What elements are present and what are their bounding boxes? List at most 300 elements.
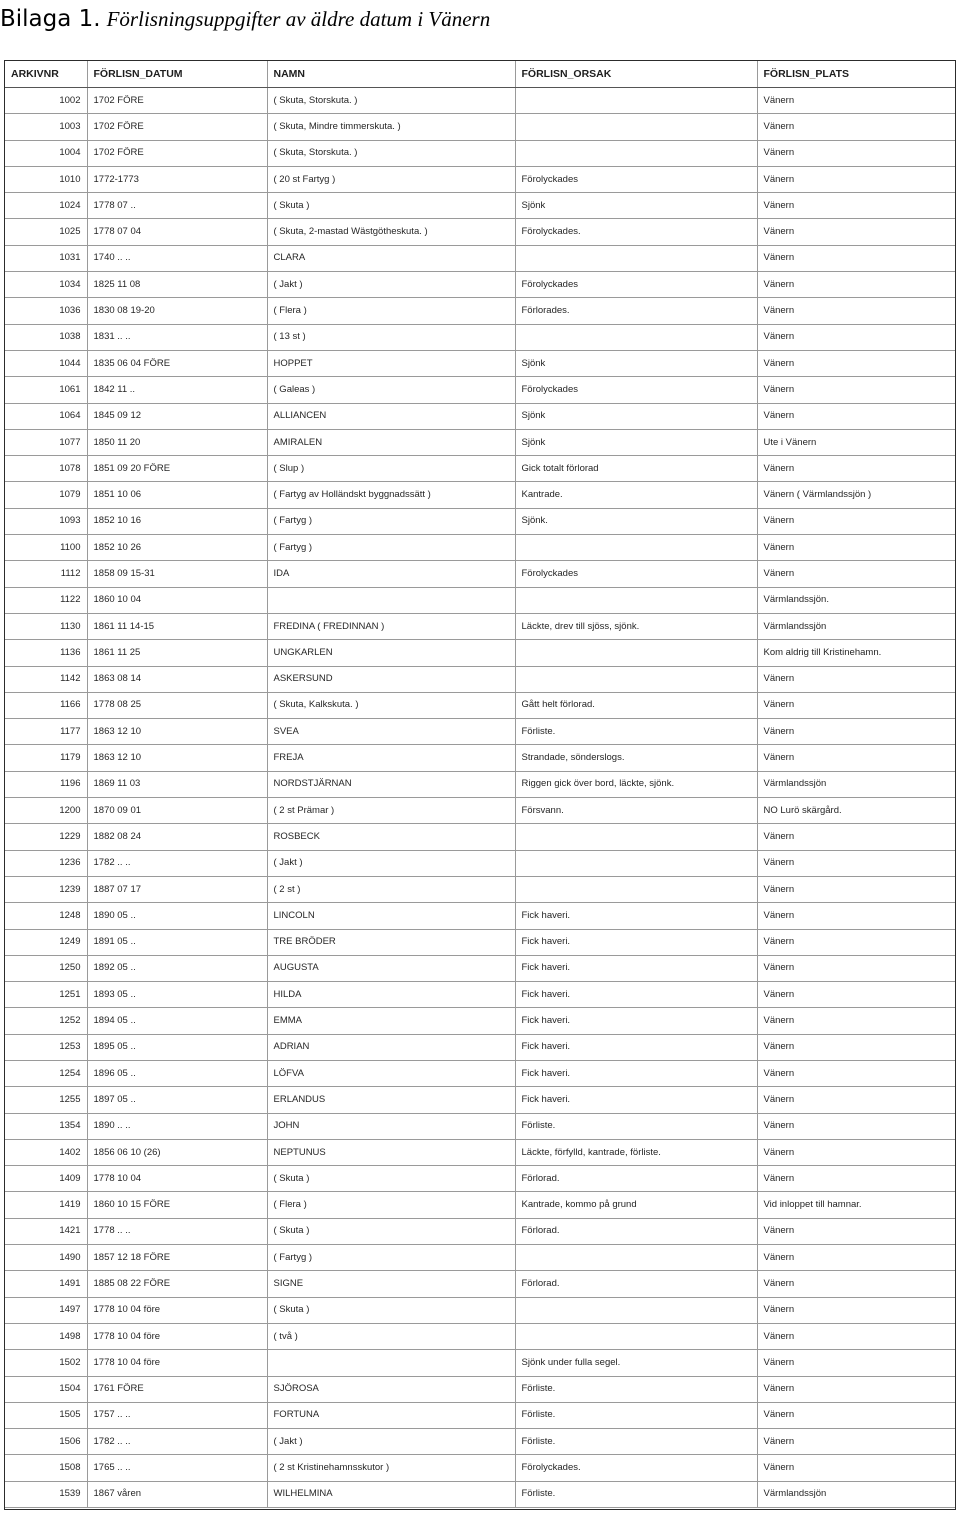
shipwreck-table [5,61,956,1508]
cell-forlisn-orsak: Sjönk. [515,508,757,534]
cell-namn: AUGUSTA [267,955,515,981]
cell-arkivnr: 1179 [5,745,87,771]
cell-namn: LINCOLN [267,903,515,929]
cell-arkivnr: 1078 [5,456,87,482]
cell-forlisn-datum: 1882 08 24 [87,824,267,850]
table-header [5,61,956,88]
table-row [5,771,956,797]
cell-forlisn-plats: Kom aldrig till Kristinehamn. [757,640,956,666]
cell-forlisn-orsak [515,824,757,850]
cell-forlisn-orsak: Förolyckades [515,377,757,403]
cell-namn: ( 13 st ) [267,324,515,350]
cell-namn: LÖFVA [267,1060,515,1086]
table-row [5,692,956,718]
cell-forlisn-datum: 1765 .. .. [87,1455,267,1481]
cell-namn: ( Fartyg ) [267,1245,515,1271]
cell-forlisn-orsak: Förliste. [515,1429,757,1455]
cell-namn: SJÖROSA [267,1376,515,1402]
cell-arkivnr: 1130 [5,613,87,639]
cell-forlisn-orsak: Fick haveri. [515,955,757,981]
cell-forlisn-orsak: Fick haveri. [515,1034,757,1060]
cell-forlisn-datum: 1782 .. .. [87,1429,267,1455]
cell-forlisn-plats: Värmlandssjön [757,613,956,639]
cell-namn: ( 2 st Prämar ) [267,798,515,824]
cell-forlisn-orsak [515,1323,757,1349]
table-row [5,876,956,902]
cell-forlisn-datum: 1896 05 .. [87,1060,267,1086]
cell-arkivnr: 1079 [5,482,87,508]
cell-arkivnr: 1498 [5,1323,87,1349]
cell-forlisn-datum: 1778 07 04 [87,219,267,245]
cell-forlisn-datum: 1845 09 12 [87,403,267,429]
table-row [5,1008,956,1034]
cell-arkivnr: 1254 [5,1060,87,1086]
cell-namn: ( Skuta, 2-mastad Wästgötheskuta. ) [267,219,515,245]
cell-forlisn-plats: Vänern [757,955,956,981]
table-row [5,272,956,298]
cell-forlisn-plats: Vänern [757,1008,956,1034]
cell-forlisn-datum: 1863 12 10 [87,719,267,745]
cell-namn: ( Skuta, Mindre timmerskuta. ) [267,114,515,140]
cell-forlisn-datum: 1851 09 20 FÖRE [87,456,267,482]
cell-forlisn-datum: 1778 10 04 före [87,1350,267,1376]
table-body [5,88,956,1508]
cell-forlisn-plats: Vänern [757,166,956,192]
column-header-forlisn-datum: FÖRLISN_DATUM [87,61,267,88]
cell-forlisn-orsak [515,640,757,666]
cell-forlisn-orsak: Förolyckades [515,561,757,587]
cell-forlisn-orsak: Förliste. [515,1481,757,1507]
cell-namn: JOHN [267,1113,515,1139]
cell-arkivnr: 1196 [5,771,87,797]
cell-namn: NORDSTJÄRNAN [267,771,515,797]
cell-forlisn-plats: Vänern [757,377,956,403]
cell-arkivnr: 1504 [5,1376,87,1402]
cell-forlisn-plats: Vänern [757,324,956,350]
table-row [5,377,956,403]
cell-forlisn-orsak: Förlorad. [515,1271,757,1297]
cell-forlisn-orsak: Förolyckades [515,166,757,192]
cell-forlisn-plats: NO Lurö skärgård. [757,798,956,824]
cell-forlisn-datum: 1761 FÖRE [87,1376,267,1402]
table-row [5,1271,956,1297]
cell-forlisn-datum: 1778 07 .. [87,193,267,219]
table-row [5,1376,956,1402]
cell-namn: EMMA [267,1008,515,1034]
cell-arkivnr: 1253 [5,1034,87,1060]
table-row [5,429,956,455]
table-row [5,903,956,929]
cell-forlisn-plats: Värmlandssjön [757,771,956,797]
cell-forlisn-orsak [515,587,757,613]
cell-forlisn-datum: 1778 08 25 [87,692,267,718]
cell-forlisn-plats: Vänern ( Värmlandssjön ) [757,482,956,508]
cell-forlisn-datum: 1860 10 04 [87,587,267,613]
cell-forlisn-plats: Vänern [757,745,956,771]
cell-forlisn-orsak: Sjönk under fulla segel. [515,1350,757,1376]
cell-forlisn-plats: Vänern [757,692,956,718]
cell-forlisn-datum: 1772-1773 [87,166,267,192]
cell-namn: AMIRALEN [267,429,515,455]
table-row [5,535,956,561]
table-row [5,1087,956,1113]
cell-arkivnr: 1505 [5,1402,87,1428]
table-row [5,1350,956,1376]
cell-forlisn-plats: Vänern [757,350,956,376]
cell-namn: ( Fartyg av Holländskt byggnadssätt ) [267,482,515,508]
cell-arkivnr: 1419 [5,1192,87,1218]
cell-namn: ( Fartyg ) [267,508,515,534]
cell-forlisn-orsak: Fick haveri. [515,1008,757,1034]
table-row [5,955,956,981]
cell-forlisn-plats: Vänern [757,876,956,902]
cell-arkivnr: 1031 [5,245,87,271]
table-row [5,508,956,534]
cell-forlisn-datum: 1857 12 18 FÖRE [87,1245,267,1271]
table-row [5,1481,956,1507]
cell-namn: ( Skuta ) [267,1218,515,1244]
cell-forlisn-plats: Vänern [757,903,956,929]
cell-forlisn-plats: Vänern [757,535,956,561]
cell-arkivnr: 1255 [5,1087,87,1113]
cell-forlisn-orsak: Sjönk [515,350,757,376]
cell-arkivnr: 1229 [5,824,87,850]
cell-namn: ASKERSUND [267,666,515,692]
cell-forlisn-datum: 1863 12 10 [87,745,267,771]
table-row [5,1297,956,1323]
table-row [5,640,956,666]
cell-arkivnr: 1248 [5,903,87,929]
cell-forlisn-orsak: Fick haveri. [515,1087,757,1113]
cell-forlisn-orsak [515,88,757,114]
cell-forlisn-plats: Vänern [757,1402,956,1428]
cell-arkivnr: 1490 [5,1245,87,1271]
cell-arkivnr: 1038 [5,324,87,350]
page-heading [0,2,490,36]
cell-namn: ( två ) [267,1323,515,1349]
cell-forlisn-datum: 1778 10 04 [87,1166,267,1192]
cell-forlisn-orsak: Förlorades. [515,298,757,324]
cell-forlisn-datum: 1895 05 .. [87,1034,267,1060]
cell-namn: ( Skuta, Storskuta. ) [267,140,515,166]
cell-forlisn-orsak: Fick haveri. [515,929,757,955]
cell-arkivnr: 1044 [5,350,87,376]
cell-forlisn-plats: Vänern [757,1376,956,1402]
table-row [5,719,956,745]
table-row [5,1034,956,1060]
cell-forlisn-plats: Vänern [757,219,956,245]
cell-forlisn-datum: 1831 .. .. [87,324,267,350]
cell-forlisn-plats: Vänern [757,1113,956,1139]
cell-forlisn-plats: Ute i Vänern [757,429,956,455]
table-row [5,824,956,850]
cell-namn: HOPPET [267,350,515,376]
cell-forlisn-orsak [515,666,757,692]
cell-forlisn-datum: 1885 08 22 FÖRE [87,1271,267,1297]
cell-arkivnr: 1239 [5,876,87,902]
table-row [5,850,956,876]
cell-namn: SIGNE [267,1271,515,1297]
cell-forlisn-plats: Vänern [757,1455,956,1481]
cell-namn: ( Jakt ) [267,1429,515,1455]
table-row [5,613,956,639]
cell-arkivnr: 1421 [5,1218,87,1244]
cell-namn: ERLANDUS [267,1087,515,1113]
cell-arkivnr: 1502 [5,1350,87,1376]
cell-namn: SVEA [267,719,515,745]
cell-namn: ( Skuta, Kalkskuta. ) [267,692,515,718]
cell-forlisn-datum: 1842 11 .. [87,377,267,403]
cell-namn: TRE BRÖDER [267,929,515,955]
table-row [5,982,956,1008]
cell-forlisn-datum: 1702 FÖRE [87,140,267,166]
cell-forlisn-datum: 1757 .. .. [87,1402,267,1428]
cell-forlisn-plats: Vänern [757,508,956,534]
table-row [5,1192,956,1218]
cell-arkivnr: 1402 [5,1139,87,1165]
cell-forlisn-datum: 1778 10 04 före [87,1323,267,1349]
cell-namn: ( Fartyg ) [267,535,515,561]
cell-arkivnr: 1061 [5,377,87,403]
cell-forlisn-datum: 1861 11 14-15 [87,613,267,639]
table-row [5,219,956,245]
cell-forlisn-plats: Vänern [757,1060,956,1086]
cell-forlisn-orsak: Fick haveri. [515,982,757,1008]
cell-forlisn-datum: 1870 09 01 [87,798,267,824]
cell-forlisn-datum: 1778 10 04 före [87,1297,267,1323]
cell-forlisn-plats: Vänern [757,982,956,1008]
cell-arkivnr: 1112 [5,561,87,587]
appendix-label: Bilaga 1. [0,6,101,32]
cell-forlisn-orsak: Kantrade, kommo på grund [515,1192,757,1218]
table-row [5,745,956,771]
cell-arkivnr: 1251 [5,982,87,1008]
cell-forlisn-plats: Vänern [757,403,956,429]
cell-arkivnr: 1166 [5,692,87,718]
cell-forlisn-datum: 1702 FÖRE [87,88,267,114]
cell-forlisn-datum: 1702 FÖRE [87,114,267,140]
cell-forlisn-plats: Vänern [757,1323,956,1349]
cell-namn: FORTUNA [267,1402,515,1428]
cell-forlisn-orsak: Sjönk [515,429,757,455]
cell-arkivnr: 1036 [5,298,87,324]
cell-arkivnr: 1354 [5,1113,87,1139]
cell-arkivnr: 1508 [5,1455,87,1481]
page-title: Förlisningsuppgifter av äldre datum i Vänern [106,7,491,31]
cell-forlisn-orsak: Förliste. [515,1402,757,1428]
cell-arkivnr: 1200 [5,798,87,824]
table-row [5,482,956,508]
cell-forlisn-datum: 1891 05 .. [87,929,267,955]
cell-forlisn-datum: 1890 .. .. [87,1113,267,1139]
table-row [5,1323,956,1349]
cell-arkivnr: 1024 [5,193,87,219]
table-row [5,587,956,613]
cell-namn: ( Flera ) [267,1192,515,1218]
table-row [5,1455,956,1481]
table-row [5,88,956,114]
cell-forlisn-orsak: Läckte, förfylld, kantrade, förliste. [515,1139,757,1165]
cell-forlisn-orsak: Förolyckades. [515,219,757,245]
cell-arkivnr: 1142 [5,666,87,692]
table-row [5,166,956,192]
table-row [5,1113,956,1139]
table-row [5,456,956,482]
cell-forlisn-datum: 1860 10 15 FÖRE [87,1192,267,1218]
table-row [5,1166,956,1192]
cell-forlisn-orsak: Förolyckades [515,272,757,298]
table-row [5,1139,956,1165]
cell-forlisn-plats: Vänern [757,88,956,114]
cell-forlisn-plats: Vänern [757,1271,956,1297]
cell-forlisn-plats: Vänern [757,1139,956,1165]
cell-forlisn-orsak: Strandade, sönderslogs. [515,745,757,771]
cell-forlisn-plats: Vänern [757,272,956,298]
cell-forlisn-plats: Vänern [757,719,956,745]
cell-forlisn-plats: Vänern [757,114,956,140]
cell-arkivnr: 1409 [5,1166,87,1192]
cell-forlisn-orsak: Fick haveri. [515,903,757,929]
cell-forlisn-datum: 1894 05 .. [87,1008,267,1034]
cell-namn: FREJA [267,745,515,771]
cell-forlisn-datum: 1830 08 19-20 [87,298,267,324]
cell-forlisn-orsak [515,1245,757,1271]
table-row [5,140,956,166]
cell-arkivnr: 1491 [5,1271,87,1297]
cell-forlisn-datum: 1893 05 .. [87,982,267,1008]
cell-arkivnr: 1539 [5,1481,87,1507]
table-row [5,798,956,824]
column-header-forlisn-plats: FÖRLISN_PLATS [757,61,956,88]
cell-forlisn-datum: 1867 våren [87,1481,267,1507]
cell-forlisn-datum: 1863 08 14 [87,666,267,692]
cell-forlisn-plats: Vänern [757,1166,956,1192]
table-row [5,193,956,219]
cell-forlisn-plats: Vänern [757,666,956,692]
cell-namn: ( Jakt ) [267,850,515,876]
cell-forlisn-orsak: Förliste. [515,719,757,745]
table-row [5,1060,956,1086]
cell-namn: ( 2 st Kristinehamnsskutor ) [267,1455,515,1481]
cell-namn: ROSBECK [267,824,515,850]
cell-forlisn-orsak: Förolyckades. [515,1455,757,1481]
cell-forlisn-datum: 1892 05 .. [87,955,267,981]
cell-forlisn-orsak [515,850,757,876]
cell-forlisn-datum: 1852 10 16 [87,508,267,534]
cell-forlisn-orsak [515,245,757,271]
cell-namn: ( Flera ) [267,298,515,324]
cell-forlisn-datum: 1825 11 08 [87,272,267,298]
table-row [5,245,956,271]
cell-forlisn-orsak: Gick totalt förlorad [515,456,757,482]
cell-arkivnr: 1002 [5,88,87,114]
cell-namn: ( Skuta ) [267,193,515,219]
cell-forlisn-orsak [515,114,757,140]
table-row [5,561,956,587]
cell-forlisn-datum: 1852 10 26 [87,535,267,561]
cell-forlisn-plats: Vänern [757,824,956,850]
cell-forlisn-plats: Vänern [757,1245,956,1271]
cell-forlisn-datum: 1835 06 04 FÖRE [87,350,267,376]
cell-namn: ADRIAN [267,1034,515,1060]
cell-forlisn-plats: Värmlandssjön [757,1481,956,1507]
cell-namn: FREDINA ( FREDINNAN ) [267,613,515,639]
cell-forlisn-datum: 1782 .. .. [87,850,267,876]
cell-arkivnr: 1177 [5,719,87,745]
cell-forlisn-plats: Vänern [757,298,956,324]
cell-forlisn-orsak: Förliste. [515,1113,757,1139]
table-row [5,350,956,376]
cell-arkivnr: 1077 [5,429,87,455]
cell-forlisn-plats: Vänern [757,1087,956,1113]
cell-forlisn-plats: Vänern [757,1350,956,1376]
cell-forlisn-plats: Vid inloppet till hamnar. [757,1192,956,1218]
table-row [5,1218,956,1244]
cell-namn [267,587,515,613]
cell-forlisn-orsak: Förliste. [515,1376,757,1402]
cell-forlisn-orsak: Riggen gick över bord, läckte, sjönk. [515,771,757,797]
table-row [5,666,956,692]
cell-forlisn-plats: Vänern [757,561,956,587]
table-row [5,403,956,429]
cell-arkivnr: 1034 [5,272,87,298]
cell-forlisn-orsak: Kantrade. [515,482,757,508]
cell-forlisn-datum: 1869 11 03 [87,771,267,797]
cell-namn: ( Slup ) [267,456,515,482]
cell-arkivnr: 1010 [5,166,87,192]
cell-arkivnr: 1249 [5,929,87,955]
table-row [5,298,956,324]
cell-forlisn-orsak [515,1297,757,1323]
cell-arkivnr: 1100 [5,535,87,561]
cell-forlisn-orsak: Förlorad. [515,1166,757,1192]
table-row [5,929,956,955]
cell-forlisn-plats: Vänern [757,140,956,166]
cell-arkivnr: 1093 [5,508,87,534]
cell-namn: ( 20 st Fartyg ) [267,166,515,192]
cell-forlisn-datum: 1861 11 25 [87,640,267,666]
cell-forlisn-orsak: Sjönk [515,403,757,429]
cell-namn: ( 2 st ) [267,876,515,902]
cell-namn: HILDA [267,982,515,1008]
cell-forlisn-plats: Vänern [757,850,956,876]
cell-arkivnr: 1064 [5,403,87,429]
cell-namn: NEPTUNUS [267,1139,515,1165]
table-header-row [5,61,956,88]
cell-forlisn-plats: Vänern [757,1218,956,1244]
cell-arkivnr: 1236 [5,850,87,876]
cell-arkivnr: 1025 [5,219,87,245]
table-row [5,324,956,350]
table-row [5,114,956,140]
cell-forlisn-plats: Vänern [757,245,956,271]
cell-forlisn-orsak [515,140,757,166]
cell-forlisn-plats: Vänern [757,1297,956,1323]
cell-forlisn-plats: Vänern [757,193,956,219]
cell-namn: UNGKARLEN [267,640,515,666]
cell-forlisn-orsak: Sjönk [515,193,757,219]
cell-namn [267,1350,515,1376]
cell-forlisn-datum: 1778 .. .. [87,1218,267,1244]
cell-forlisn-datum: 1897 05 .. [87,1087,267,1113]
cell-namn: ( Skuta ) [267,1297,515,1323]
cell-forlisn-datum: 1890 05 .. [87,903,267,929]
cell-forlisn-orsak: Gått helt förlorad. [515,692,757,718]
cell-namn: CLARA [267,245,515,271]
cell-forlisn-plats: Vänern [757,929,956,955]
cell-namn: ( Skuta, Storskuta. ) [267,88,515,114]
cell-forlisn-datum: 1858 09 15-31 [87,561,267,587]
